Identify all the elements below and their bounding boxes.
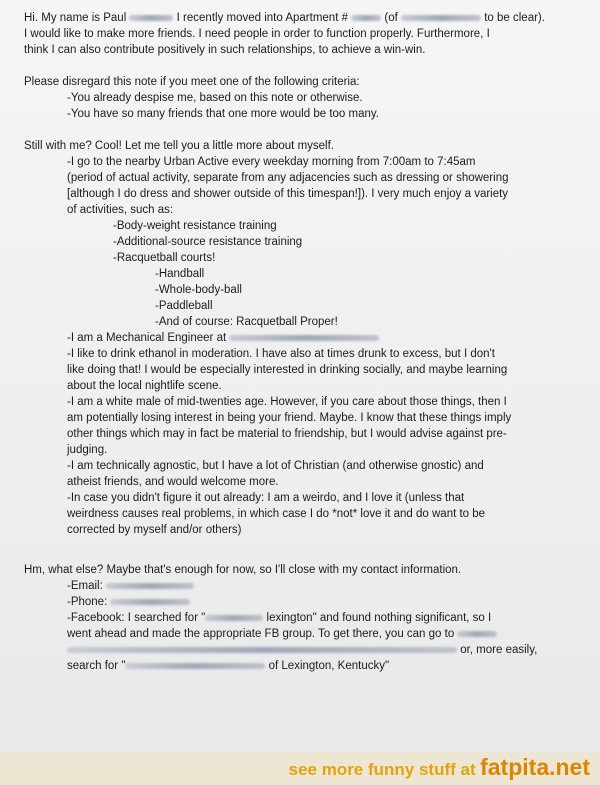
footer-brand-link[interactable]: fatpita.net	[480, 754, 590, 780]
gym-line-2: (period of actual activity, separate from any adjacencies such as dressing or showering	[67, 172, 509, 184]
agnostic-line-1: -I am technically agnostic, but I have a lot of Christian (and otherwise gnostic) and	[67, 460, 484, 472]
weirdo-line-1: -In case you didn't figure it out already: I am a weirdo, and I love it (unless that	[67, 492, 465, 504]
phone-label: -Phone:	[67, 596, 108, 608]
facebook-line-4	[67, 659, 389, 675]
criteria-item-friends: -You have so many friends that one more would be too many.	[67, 108, 379, 120]
phone-line	[67, 595, 190, 611]
agnostic-line-2: atheist friends, and would welcome more.	[67, 476, 279, 488]
racquet-subitem: -Whole-body-ball	[155, 284, 242, 296]
intro-clear: to be clear).	[484, 12, 545, 24]
racquet-subitem: -Handball	[155, 268, 205, 280]
redacted-url-start	[457, 631, 497, 637]
racquet-subitem: -And of course: Racquetball Proper!	[155, 316, 338, 328]
redacted-search-term	[205, 615, 263, 621]
activity-item: -Body-weight resistance training	[113, 220, 277, 232]
ethanol-line-1: -I like to drink ethanol in moderation. I have also at times drunk to excess, but I don't	[67, 348, 495, 360]
gym-line-3: [although I do dress and shower outside of this timespan!]). I very much enjoy a variety	[67, 188, 509, 200]
redacted-employer	[229, 335, 379, 341]
intro-line	[24, 11, 545, 27]
activity-item: -Additional-source resistance training	[113, 236, 303, 248]
white-male-line-4: judging.	[67, 444, 108, 456]
facebook-group-text: went ahead and made the appropriate FB group. To get there, you can go to	[67, 628, 455, 640]
weirdo-line-3: corrected by myself and/or others)	[67, 524, 242, 536]
engineer-text: -I am a Mechanical Engineer at	[67, 332, 227, 344]
intro-name: Hi. My name is Paul	[24, 12, 127, 24]
facebook-line-2	[67, 627, 497, 643]
redacted-phone	[110, 599, 190, 605]
email-line	[67, 579, 194, 595]
about-heading: Still with me? Cool! Let me tell you a little more about myself.	[24, 140, 334, 152]
intro-apartment: I recently moved into Apartment #	[176, 12, 348, 24]
ethanol-line-2: like doing that! I would be especially interested in drinking socially, and maybe learning	[67, 364, 508, 376]
closing-line: Hm, what else? Maybe that's enough for now, so I'll close with my contact information.	[24, 564, 462, 576]
white-male-line-2: am potentially losing interest in being your friend. Maybe. I know that these things imply	[67, 412, 512, 424]
weirdo-line-2: weirdness causes real problems, in which case I do *not* love it and do want to be	[67, 508, 486, 520]
facebook-line-1	[67, 611, 491, 627]
activity-item: -Racquetball courts!	[113, 252, 216, 264]
criteria-item-despise: -You already despise me, based on this note or otherwise.	[67, 92, 363, 104]
redacted-group-name	[125, 663, 265, 669]
facebook-line-3	[67, 643, 537, 659]
redacted-apartment-number	[351, 15, 381, 21]
facebook-search-label: search for "	[67, 660, 126, 672]
redacted-email	[106, 583, 194, 589]
intro-of: (of	[384, 12, 398, 24]
facebook-result: lexington" and found nothing significant, so I	[266, 612, 492, 624]
gym-line-1: -I go to the nearby Urban Active every weekday morning from 7:00am to 7:45am	[67, 156, 476, 168]
redacted-url	[67, 647, 457, 653]
racquet-subitem: -Paddleball	[155, 300, 213, 312]
gym-line-4: of activities, such as:	[67, 204, 174, 216]
engineer-line	[67, 331, 379, 347]
redacted-complex-name	[401, 15, 481, 21]
footer-banner	[0, 752, 600, 785]
intro-line-3: think I can also contribute positively in such relationships, to achieve a win-win.	[24, 44, 426, 56]
white-male-line-3: other things which may in fact be material to friendship, but I would advise against pre-	[67, 428, 507, 440]
footer-line	[289, 754, 590, 781]
facebook-easier: or, more easily,	[460, 644, 538, 656]
facebook-label: -Facebook: I searched for "	[67, 612, 206, 624]
intro-line-2: I would like to make more friends. I need people in order to function properly. Furthermore, I	[24, 28, 490, 40]
white-male-line-1: -I am a white male of mid-twenties age. However, if you care about those things, then I	[67, 396, 507, 408]
footer-text: see more funny stuff at	[288, 760, 476, 779]
ethanol-line-3: about the local nightlife scene.	[67, 380, 222, 392]
redacted-surname	[129, 15, 173, 21]
facebook-group-location: of Lexington, Kentucky"	[268, 660, 390, 672]
criteria-heading: Please disregard this note if you meet one of the following criteria:	[24, 76, 360, 88]
email-label: -Email:	[67, 580, 103, 592]
